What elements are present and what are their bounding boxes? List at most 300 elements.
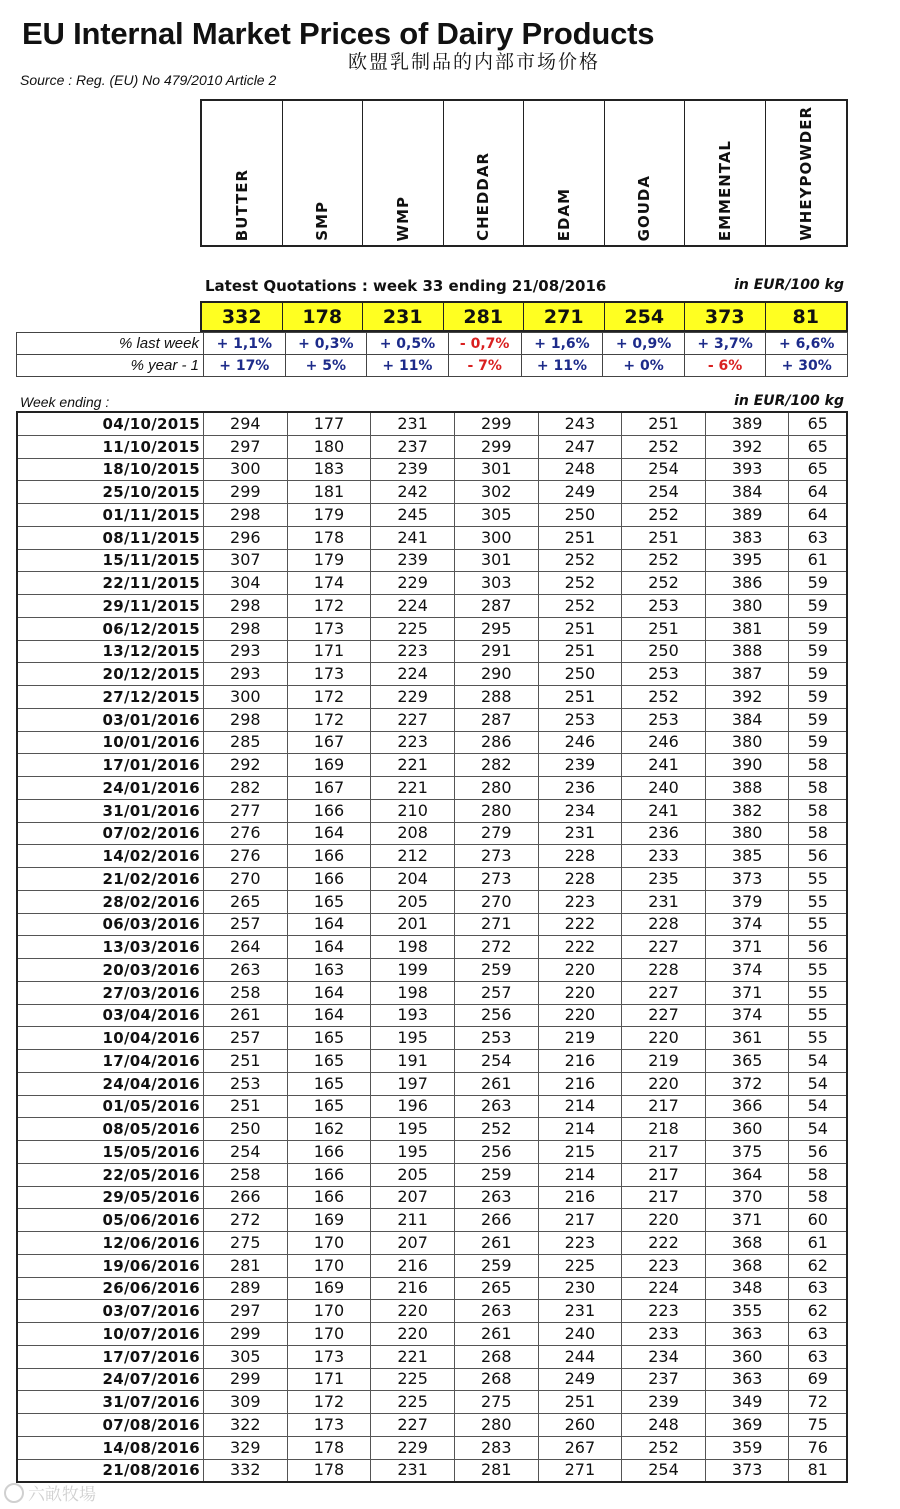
price-cell: 360 [705,1345,789,1368]
price-cell: 253 [538,708,622,731]
source-note: Source : Reg. (EU) No 479/2010 Article 2 [20,72,277,88]
price-cell: 173 [287,663,371,686]
price-cell: 380 [705,731,789,754]
week-date-cell: 10/01/2016 [17,731,204,754]
price-cell: 281 [454,1459,538,1482]
price-cell: 368 [705,1232,789,1255]
product-header: GOUDA [605,101,686,245]
price-cell: 257 [204,913,288,936]
price-cell: 164 [287,822,371,845]
price-cell: 219 [538,1027,622,1050]
price-cell: 59 [789,663,847,686]
table-row [17,1368,847,1391]
change-value: - 7% [448,355,521,377]
price-cell: 240 [538,1323,622,1346]
price-cell: 392 [705,686,789,709]
price-cell: 264 [204,936,288,959]
price-cell: 229 [371,1436,455,1459]
price-cell: 273 [454,868,538,891]
price-cell: 348 [705,1277,789,1300]
price-cell: 374 [705,1004,789,1027]
price-cell: 60 [789,1209,847,1232]
table-row [17,981,847,1004]
price-cell: 375 [705,1141,789,1164]
price-cell: 58 [789,754,847,777]
price-cell: 288 [454,686,538,709]
price-cell: 299 [204,1368,288,1391]
price-cell: 224 [371,595,455,618]
price-cell: 58 [789,1163,847,1186]
week-date-cell: 24/01/2016 [17,777,204,800]
price-cell: 254 [204,1141,288,1164]
change-value: + 30% [766,355,848,377]
price-cell: 389 [705,504,789,527]
price-cell: 300 [454,526,538,549]
price-cell: 58 [789,1186,847,1209]
price-cell: 251 [622,617,706,640]
price-cell: 254 [622,458,706,481]
week-date-cell: 10/07/2016 [17,1323,204,1346]
price-cell: 366 [705,1095,789,1118]
price-cell: 241 [622,754,706,777]
price-cell: 265 [454,1277,538,1300]
price-cell: 177 [287,412,371,435]
price-cell: 293 [204,663,288,686]
price-cell: 166 [287,1163,371,1186]
week-date-cell: 14/02/2016 [17,845,204,868]
table-row [17,504,847,527]
price-cell: 223 [371,731,455,754]
price-cell: 300 [204,686,288,709]
watermark-text: 六畝牧場 [28,1485,96,1505]
price-cell: 307 [204,549,288,572]
price-cell: 373 [705,868,789,891]
price-cell: 59 [789,708,847,731]
price-cell: 65 [789,412,847,435]
price-cell: 65 [789,435,847,458]
price-cell: 169 [287,1209,371,1232]
price-cell: 235 [622,868,706,891]
week-date-cell: 20/03/2016 [17,959,204,982]
price-cell: 263 [454,1095,538,1118]
price-cell: 248 [622,1414,706,1437]
price-cell: 384 [705,708,789,731]
price-cell: 322 [204,1414,288,1437]
price-cell: 253 [454,1027,538,1050]
price-cell: 250 [204,1118,288,1141]
price-cell: 268 [454,1368,538,1391]
price-cell: 225 [371,1391,455,1414]
price-cell: 165 [287,1072,371,1095]
table-row [17,1141,847,1164]
price-cell: 75 [789,1414,847,1437]
price-cell: 279 [454,822,538,845]
week-date-cell: 17/04/2016 [17,1050,204,1073]
price-cell: 251 [538,526,622,549]
price-cell: 241 [622,799,706,822]
price-cell: 173 [287,1345,371,1368]
price-cell: 365 [705,1050,789,1073]
table-row [17,1118,847,1141]
table-row [17,572,847,595]
price-cell: 380 [705,822,789,845]
watermark-logo-icon [4,1483,24,1503]
price-cell: 254 [622,1459,706,1482]
price-cell: 198 [371,981,455,1004]
price-cell: 164 [287,981,371,1004]
price-cell: 166 [287,799,371,822]
price-cell: 389 [705,412,789,435]
price-cell: 214 [538,1118,622,1141]
price-cell: 172 [287,686,371,709]
price-cell: 252 [622,1436,706,1459]
table-row [17,458,847,481]
table-row [17,1209,847,1232]
price-cell: 164 [287,1004,371,1027]
table-row [17,959,847,982]
price-cell: 219 [622,1050,706,1073]
price-cell: 254 [454,1050,538,1073]
price-cell: 245 [371,504,455,527]
price-cell: 252 [622,504,706,527]
price-cell: 251 [538,640,622,663]
price-cell: 240 [622,777,706,800]
price-cell: 369 [705,1414,789,1437]
price-cell: 239 [622,1391,706,1414]
week-date-cell: 21/08/2016 [17,1459,204,1482]
price-cell: 249 [538,481,622,504]
table-row [17,1323,847,1346]
price-cell: 199 [371,959,455,982]
price-cell: 332 [204,1459,288,1482]
price-cell: 231 [371,1459,455,1482]
product-header: WHEYPOWDER [796,106,815,241]
price-cell: 64 [789,481,847,504]
week-date-cell: 24/04/2016 [17,1072,204,1095]
price-history-body [17,412,847,1482]
price-cell: 386 [705,572,789,595]
price-cell: 372 [705,1072,789,1095]
price-cell: 222 [622,1232,706,1255]
price-cell: 227 [371,708,455,731]
table-row [17,1414,847,1437]
price-cell: 218 [622,1118,706,1141]
price-cell: 280 [454,799,538,822]
price-cell: 271 [454,913,538,936]
price-cell: 257 [204,1027,288,1050]
price-cell: 282 [454,754,538,777]
price-cell: 384 [705,481,789,504]
latest-value: 281 [444,303,525,331]
product-header: SMP [283,101,364,245]
week-date-cell: 22/11/2015 [17,572,204,595]
price-cell: 228 [622,959,706,982]
price-cell: 220 [371,1323,455,1346]
price-cell: 170 [287,1254,371,1277]
table-row [17,526,847,549]
price-cell: 280 [454,1414,538,1437]
change-label: % year - 1 [17,355,204,377]
price-cell: 59 [789,572,847,595]
price-cell: 252 [538,595,622,618]
price-cell: 234 [622,1345,706,1368]
price-cell: 270 [454,890,538,913]
table-row [17,686,847,709]
price-cell: 164 [287,936,371,959]
price-cell: 237 [371,435,455,458]
week-date-cell: 25/10/2015 [17,481,204,504]
price-cell: 196 [371,1095,455,1118]
price-cell: 59 [789,617,847,640]
price-cell: 297 [204,1300,288,1323]
change-value: + 3,7% [684,333,766,355]
price-cell: 266 [204,1186,288,1209]
price-cell: 227 [622,936,706,959]
price-cell: 170 [287,1300,371,1323]
price-cell: 289 [204,1277,288,1300]
week-date-cell: 03/04/2016 [17,1004,204,1027]
price-cell: 283 [454,1436,538,1459]
price-cell: 56 [789,936,847,959]
price-cell: 252 [622,572,706,595]
price-cell: 164 [287,913,371,936]
price-cell: 261 [454,1232,538,1255]
price-cell: 63 [789,1277,847,1300]
table-row [17,640,847,663]
price-cell: 287 [454,708,538,731]
price-cell: 221 [371,754,455,777]
week-date-cell: 04/10/2015 [17,412,204,435]
price-cell: 220 [371,1300,455,1323]
table-row [17,731,847,754]
price-cell: 261 [454,1323,538,1346]
price-cell: 363 [705,1323,789,1346]
price-cell: 198 [371,936,455,959]
week-date-cell: 11/10/2015 [17,435,204,458]
price-cell: 298 [204,504,288,527]
price-cell: 275 [454,1391,538,1414]
price-cell: 204 [371,868,455,891]
change-table [16,332,848,377]
price-cell: 222 [538,936,622,959]
price-cell: 263 [454,1300,538,1323]
price-cell: 252 [622,435,706,458]
price-cell: 63 [789,1345,847,1368]
price-cell: 223 [622,1300,706,1323]
latest-value: 81 [792,306,819,328]
price-cell: 221 [371,777,455,800]
price-cell: 282 [204,777,288,800]
price-cell: 220 [538,981,622,1004]
price-cell: 370 [705,1186,789,1209]
price-cell: 233 [622,845,706,868]
price-cell: 231 [538,1300,622,1323]
price-cell: 56 [789,1141,847,1164]
price-cell: 276 [204,822,288,845]
price-cell: 217 [622,1095,706,1118]
price-cell: 371 [705,936,789,959]
price-cell: 236 [538,777,622,800]
price-cell: 55 [789,1004,847,1027]
week-date-cell: 01/11/2015 [17,504,204,527]
table-row [17,1072,847,1095]
change-value: - 6% [684,355,766,377]
price-cell: 251 [204,1095,288,1118]
table-row [17,1391,847,1414]
price-cell: 217 [622,1163,706,1186]
price-cell: 300 [204,458,288,481]
price-cell: 62 [789,1300,847,1323]
table-row [17,1345,847,1368]
price-cell: 72 [789,1391,847,1414]
change-value: + 1,6% [521,333,603,355]
product-header: CHEDDAR [444,101,525,245]
week-date-cell: 10/04/2016 [17,1027,204,1050]
price-cell: 54 [789,1072,847,1095]
change-label: % last week [17,333,204,355]
week-date-cell: 01/05/2016 [17,1095,204,1118]
price-cell: 169 [287,754,371,777]
price-cell: 63 [789,526,847,549]
price-cell: 257 [454,981,538,1004]
price-cell: 371 [705,981,789,1004]
price-cell: 223 [538,890,622,913]
week-date-cell: 07/08/2016 [17,1414,204,1437]
price-cell: 56 [789,845,847,868]
price-cell: 179 [287,549,371,572]
table-row [17,1232,847,1255]
change-value: + 11% [367,355,449,377]
price-cell: 361 [705,1027,789,1050]
price-cell: 236 [622,822,706,845]
price-cell: 256 [454,1004,538,1027]
price-cell: 244 [538,1345,622,1368]
price-cell: 62 [789,1254,847,1277]
change-value: + 0,3% [285,333,367,355]
price-cell: 243 [538,412,622,435]
product-header: WMP [363,101,444,245]
price-cell: 349 [705,1391,789,1414]
price-cell: 208 [371,822,455,845]
week-date-cell: 27/03/2016 [17,981,204,1004]
price-cell: 290 [454,663,538,686]
table-row [17,1300,847,1323]
price-cell: 231 [622,890,706,913]
table-row [17,481,847,504]
price-cell: 54 [789,1095,847,1118]
price-cell: 58 [789,822,847,845]
price-cell: 166 [287,845,371,868]
week-date-cell: 15/05/2016 [17,1141,204,1164]
price-cell: 191 [371,1050,455,1073]
week-date-cell: 03/07/2016 [17,1300,204,1323]
price-cell: 270 [204,868,288,891]
price-cell: 381 [705,617,789,640]
price-cell: 241 [371,526,455,549]
price-cell: 265 [204,890,288,913]
week-date-cell: 28/02/2016 [17,890,204,913]
week-date-cell: 14/08/2016 [17,1436,204,1459]
price-cell: 195 [371,1118,455,1141]
price-cell: 229 [371,572,455,595]
price-cell: 252 [622,549,706,572]
price-cell: 64 [789,504,847,527]
price-cell: 81 [789,1459,847,1482]
price-cell: 374 [705,913,789,936]
price-cell: 63 [789,1323,847,1346]
price-cell: 59 [789,686,847,709]
price-cell: 251 [622,412,706,435]
price-cell: 59 [789,595,847,618]
price-cell: 223 [371,640,455,663]
price-cell: 227 [371,1414,455,1437]
price-cell: 355 [705,1300,789,1323]
price-cell: 237 [622,1368,706,1391]
price-cell: 373 [705,1459,789,1482]
price-cell: 305 [204,1345,288,1368]
price-cell: 303 [454,572,538,595]
price-cell: 251 [538,617,622,640]
price-cell: 285 [204,731,288,754]
latest-value: 271 [524,303,605,331]
change-value: + 11% [521,355,603,377]
price-cell: 259 [454,1163,538,1186]
price-cell: 166 [287,1186,371,1209]
price-cell: 228 [538,868,622,891]
price-cell: 251 [538,686,622,709]
price-cell: 220 [538,959,622,982]
price-cell: 293 [204,640,288,663]
change-value: + 17% [204,355,286,377]
price-cell: 379 [705,890,789,913]
price-cell: 165 [287,1027,371,1050]
price-cell: 392 [705,435,789,458]
price-cell: 295 [454,617,538,640]
table-row [17,754,847,777]
week-date-cell: 27/12/2015 [17,686,204,709]
price-cell: 254 [622,481,706,504]
table-row [17,1027,847,1050]
price-cell: 252 [538,549,622,572]
week-date-cell: 12/06/2016 [17,1232,204,1255]
table-row [17,617,847,640]
change-value: + 0% [603,355,685,377]
price-cell: 217 [622,1186,706,1209]
price-cell: 207 [371,1232,455,1255]
price-cell: 170 [287,1232,371,1255]
price-cell: 216 [538,1072,622,1095]
price-cell: 253 [622,708,706,731]
price-cell: 374 [705,959,789,982]
price-cell: 251 [538,1391,622,1414]
week-date-cell: 17/01/2016 [17,754,204,777]
week-date-cell: 26/06/2016 [17,1277,204,1300]
price-cell: 59 [789,640,847,663]
price-cell: 299 [454,412,538,435]
price-cell: 61 [789,1232,847,1255]
table-row [17,1095,847,1118]
price-cell: 197 [371,1072,455,1095]
price-cell: 76 [789,1436,847,1459]
price-cell: 299 [204,1323,288,1346]
table-row [17,1459,847,1482]
price-cell: 329 [204,1436,288,1459]
change-value: + 0,5% [367,333,449,355]
latest-value: 332 [202,303,283,331]
price-cell: 305 [454,504,538,527]
price-cell: 252 [454,1118,538,1141]
table-row [17,1163,847,1186]
